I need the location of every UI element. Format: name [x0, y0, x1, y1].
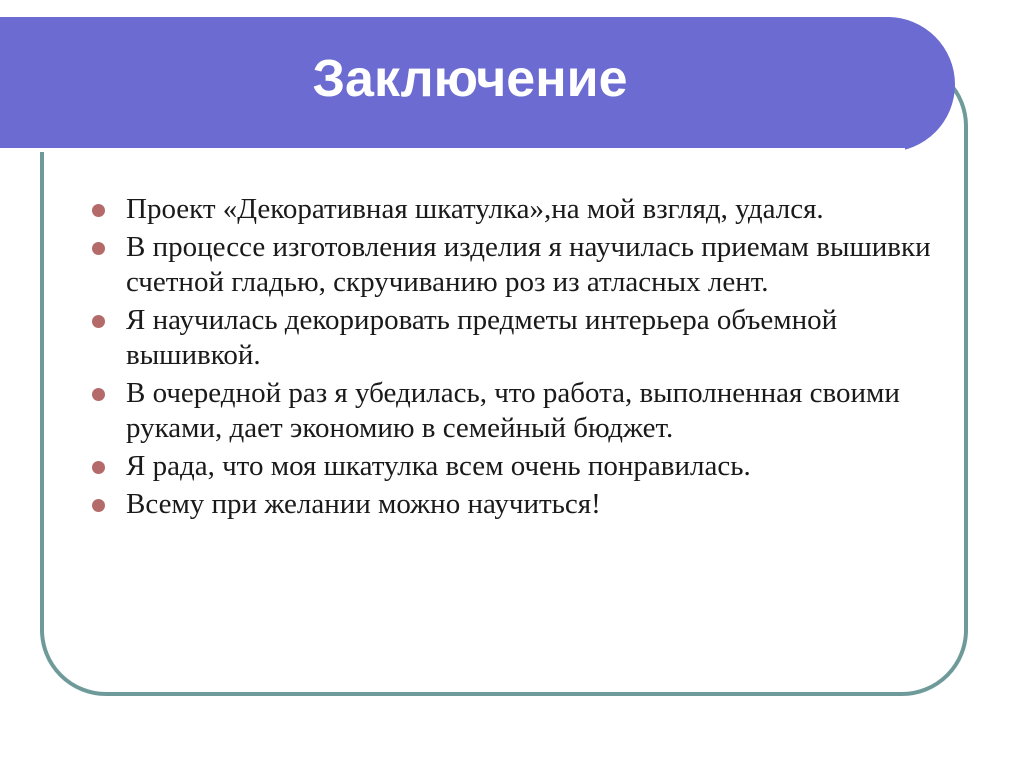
- list-item: [90, 449, 950, 484]
- bullet-text: Проект «Декоративная шкатулка»,на мой взгляд, удался.: [126, 193, 824, 225]
- bullet-dot-icon: [92, 461, 105, 474]
- bullet-text: Я научилась декорировать предметы интерьера объемной вышивкой.: [126, 304, 838, 371]
- bullet-list: [90, 192, 950, 525]
- slide-title: Заключение: [312, 50, 628, 108]
- bullet-dot-icon: [92, 315, 105, 328]
- list-item: [90, 192, 950, 227]
- bullet-dot-icon: [92, 388, 105, 401]
- list-item: [90, 303, 950, 373]
- title-underline: [0, 148, 905, 152]
- list-item: [90, 230, 950, 300]
- bullet-text: Всему при желании можно научиться!: [126, 488, 601, 520]
- bullet-text: В процессе изготовления изделия я научилась приемам вышивки счетной гладью, скручиванию роз из атласных лент.: [126, 231, 931, 298]
- bullet-dot-icon: [92, 242, 105, 255]
- list-item: [90, 376, 950, 446]
- bullet-text: Я рада, что моя шкатулка всем очень понравилась.: [126, 450, 751, 482]
- bullet-dot-icon: [92, 204, 105, 217]
- bullet-text: В очередной раз я убедилась, что работа, выполненная своими руками, дает экономию в семейный бюджет.: [126, 377, 900, 444]
- list-item: [90, 487, 950, 522]
- bullet-dot-icon: [92, 499, 105, 512]
